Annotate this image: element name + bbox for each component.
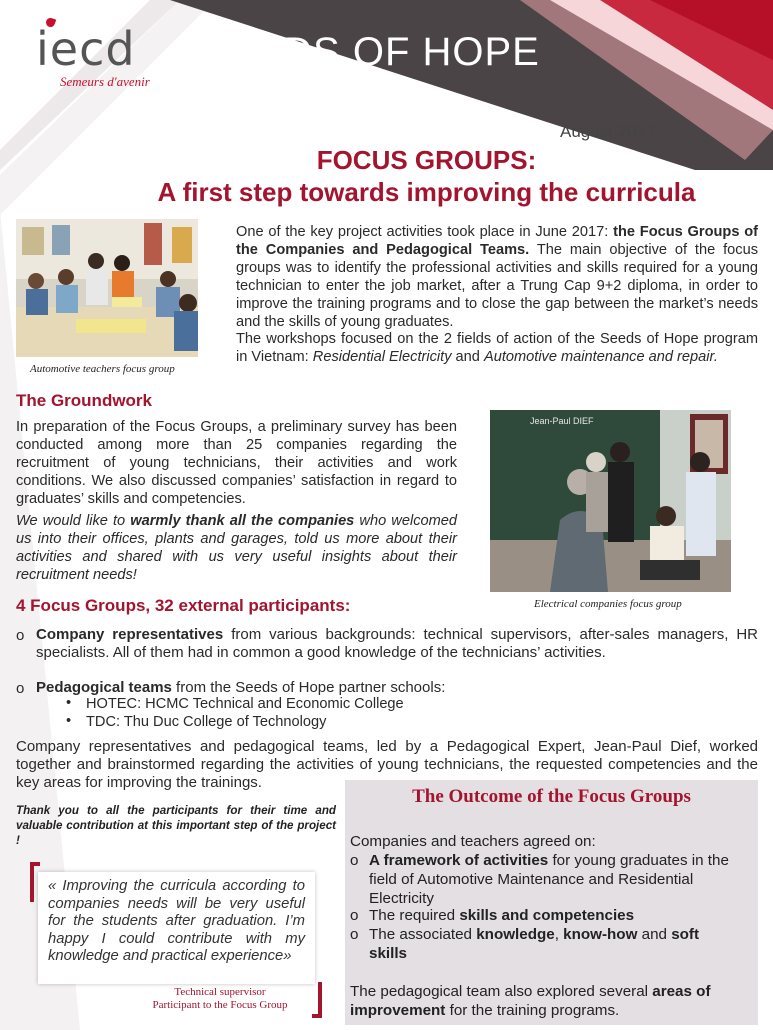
groundwork-thanks-paragraph: We would like to warmly thank all the companies who welcomed us into their offices, plants and garages, told us more about their activities and shared with us very useful insights about their recruitment needs! [16, 513, 457, 583]
headline-line1: FOCUS GROUPS: [316, 145, 537, 175]
outcome-intro: Companies and teachers agreed on: [350, 833, 596, 850]
newsletter-title: SEEDS OF HOPE [200, 30, 540, 74]
school-item: HOTEC: HCMC Technical and Economic College [86, 696, 404, 712]
quote-bracket-right [312, 982, 322, 1018]
groundwork-paragraph: In preparation of the Focus Groups, a preliminary survey has been conducted among more than 25 companies regarding the recruitment of young technicians, their activities and work conditions. We also discussed companies’ satisfaction in regard to graduates’ skills and competencies. [16, 419, 457, 507]
automotive-photo-caption: Automotive teachers focus group [30, 363, 175, 375]
company-representatives-item: Company representatives from various backgrounds: technical supervisors, after-sales managers, HR specialists. All of them had in common a good knowledge of the technicians’ activities. [36, 626, 759, 661]
testimonial-quote: « Improving the curricula according to companies needs will be very useful for the students after graduation. I’m happy I could contribute with my knowledge and practical experience» [38, 872, 315, 984]
bullet-square: • [66, 695, 72, 711]
groundwork-heading: The Groundwork [16, 391, 152, 410]
automotive-focus-group-photo [16, 219, 198, 357]
bullet-square: • [66, 713, 72, 729]
intro-paragraph: One of the key project activities took place in June 2017: the Focus Groups of the Companies and Pedagogical Teams. The main objective of the focus groups was to identify the professional activities and skills required for a young technician to enter the job market, after a Trung Cap 9+2 diploma, in order to improve the training programs and to close the gap between the market’s needs and the skills of young graduates. [236, 224, 758, 330]
school-item: TDC: Thu Duc College of Technology [86, 714, 327, 730]
headline-line2: A first step towards improving the curricula [157, 177, 696, 207]
bullet-circle: o [16, 680, 25, 697]
electrical-focus-group-photo [490, 410, 731, 592]
outcome-item-skills: The required skills and competencies [369, 907, 635, 924]
outcome-closing: The pedagogical team also explored several areas of improvement for the training programs. [350, 983, 711, 1019]
bullet-circle: o [16, 627, 25, 644]
participants-heading: 4 Focus Groups, 32 external participants: [16, 596, 351, 615]
intro-fields-paragraph: The workshops focused on the 2 fields of action of the Seeds of Hope program in Vietnam: Residential Electricity and Automotive maintenance and repair. [236, 331, 758, 365]
logo: iecd [36, 22, 136, 76]
pedagogical-teams-item: Pedagogical teams from the Seeds of Hope partner schools: [36, 679, 446, 696]
blackboard-text: Jean-Paul DIEF [530, 416, 594, 426]
thanks-note: Thank you to all the participants for their time and valuable contribution at this important step of the project ! [16, 804, 336, 847]
summary-paragraph: Company representatives and pedagogical teams, led by a Pedagogical Expert, Jean-Paul Dief, worked together and brainstormed regarding the activities of young technicians, the requested competencies and the key areas for improving the trainings. [16, 738, 758, 791]
outcome-title: The Outcome of the Focus Groups [412, 786, 691, 807]
newsletter-subtitle: VIETNAM [310, 83, 430, 111]
outcome-item-framework: A framework of activities for young graduates in the field of Automotive Maintenance and Residential Electricity [369, 852, 729, 907]
bullet-circle: o [350, 907, 359, 924]
quote-attribution: Technical supervisor Participant to the Focus Group [152, 986, 288, 1011]
bullet-circle: o [350, 852, 359, 869]
outcome-box [345, 780, 758, 1025]
logo-tagline: Semeurs d'avenir [60, 74, 150, 89]
electrical-photo-caption: Electrical companies focus group [534, 598, 682, 610]
outcome-item-knowledge: The associated knowledge, know-how and soft skills [369, 926, 700, 962]
bullet-circle: o [350, 926, 359, 943]
issue-date: August 2017 [560, 122, 656, 141]
